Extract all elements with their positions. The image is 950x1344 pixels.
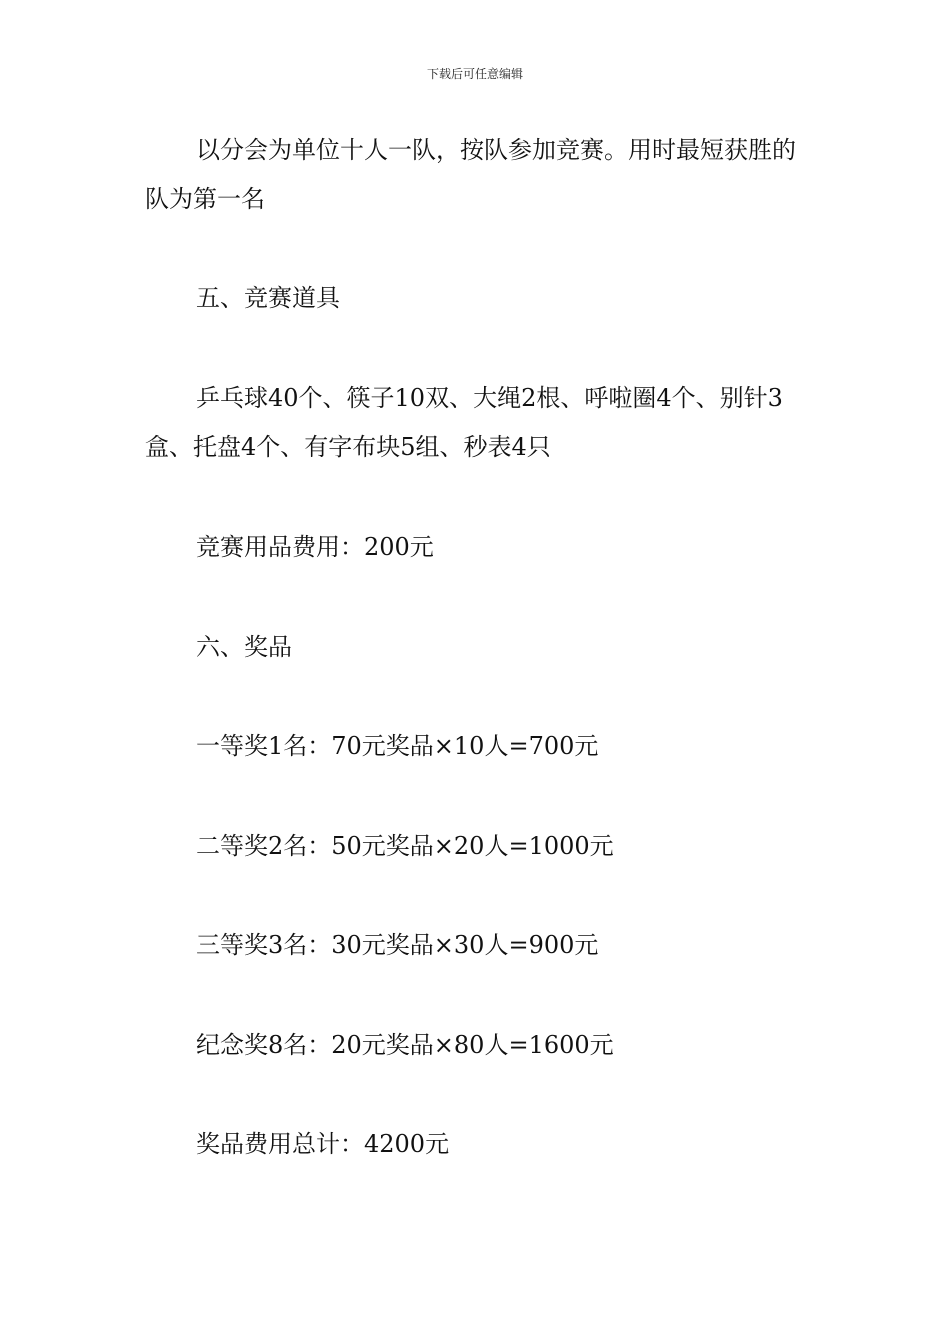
paragraph-props-cost: 竞赛用品费用：200元 [196, 533, 434, 561]
paragraph-souvenir-prize: 纪念奖8名：20元奖品×80人=1600元 [196, 1031, 614, 1059]
paragraph-third-prize: 三等奖3名：30元奖品×30人=900元 [196, 931, 599, 959]
paragraph-first-prize: 一等奖1名：70元奖品×10人=700元 [196, 732, 599, 760]
heading-prizes: 六、奖品 [196, 633, 292, 661]
heading-competition-props: 五、竞赛道具 [196, 284, 340, 312]
paragraph-second-prize: 二等奖2名：50元奖品×20人=1000元 [196, 832, 614, 860]
page-header-note: 下载后可任意编辑 [426, 67, 523, 81]
paragraph-prize-total: 奖品费用总计：4200元 [196, 1130, 450, 1158]
paragraph-team-rules: 以分会为单位十人一队，按队参加竞赛。用时最短获胜的队为第一名 [145, 136, 796, 213]
paragraph-props-list: 乒乓球40个、筷子10双、大绳2根、呼啦圈4个、别针3盒、托盘4个、有字布块5组、秒表4只 [145, 384, 783, 461]
